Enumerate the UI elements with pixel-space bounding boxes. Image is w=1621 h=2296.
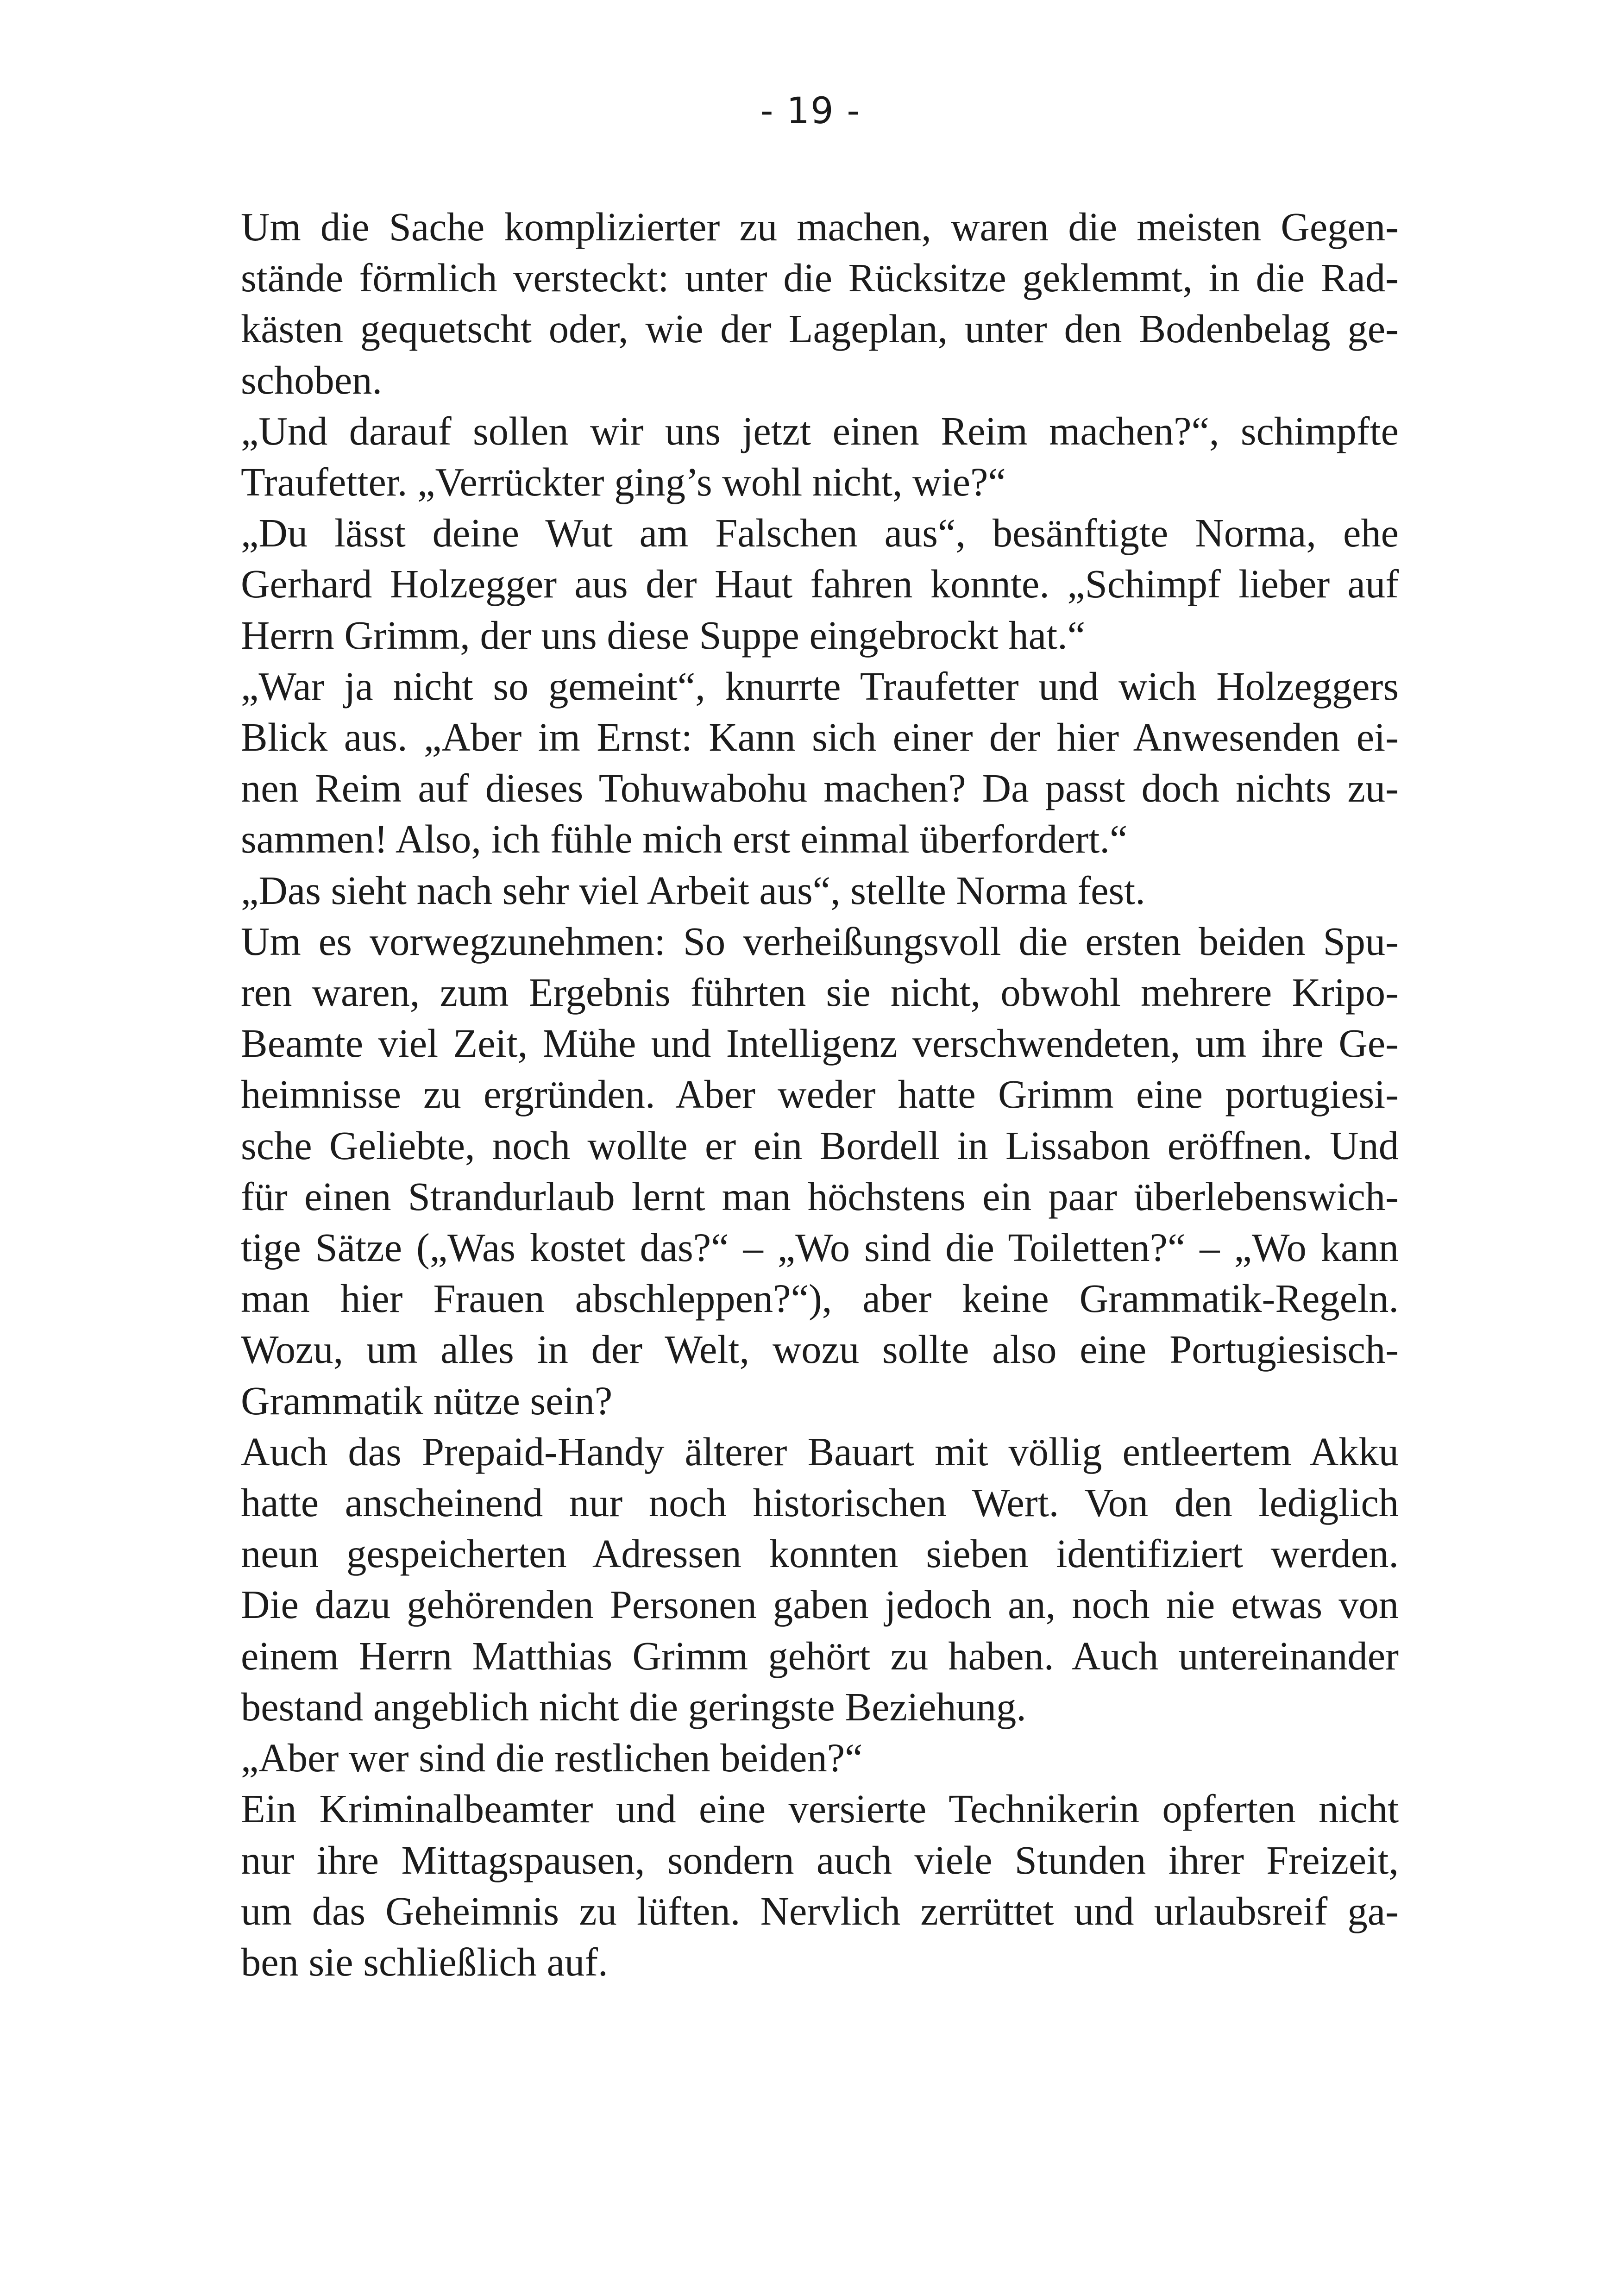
text-line: einem Herrn Matthias Grimm gehört zu haben. Auch untereinander: [241, 1633, 1399, 1678]
text-line: ben sie schließlich auf.: [241, 1939, 608, 1984]
text-line: Um die Sache komplizierter zu machen, waren die meisten Gegen-: [241, 205, 1399, 249]
text-line: Die dazu gehörenden Personen gaben jedoch an, noch nie etwas von: [241, 1582, 1399, 1627]
paragraph: [241, 865, 1399, 916]
text-line: heimnisse zu ergründen. Aber weder hatte Grimm eine portugiesi-: [241, 1072, 1399, 1117]
text-line: sammen! Also, ich fühle mich erst einmal überfordert.“: [241, 817, 1128, 862]
text-line: ren waren, zum Ergebnis führten sie nicht, obwohl mehrere Kripo-: [241, 970, 1399, 1015]
text-line: nen Reim auf dieses Tohuwabohu machen? Da passt doch nichts zu-: [241, 766, 1399, 811]
text-line: Wozu, um alles in der Welt, wozu sollte also eine Portugiesisch-: [241, 1327, 1399, 1372]
text-line: stände förmlich versteckt: unter die Rücksitze geklemmt, in die Rad-: [241, 256, 1399, 301]
text-line: tige Sätze („Was kostet das?“ – „Wo sind die Toiletten?“ – „Wo kann: [241, 1225, 1399, 1270]
text-line: sche Geliebte, noch wollte er ein Bordell in Lissabon eröffnen. Und: [241, 1123, 1399, 1168]
text-line: um das Geheimnis zu lüften. Nervlich zerrüttet und urlaubsreif ga-: [241, 1888, 1399, 1933]
text-line: Traufetter. „Verrückter ging’s wohl nicht, wie?“: [241, 460, 1006, 505]
text-line: Gerhard Holzegger aus der Haut fahren konnte. „Schimpf lieber auf: [241, 562, 1399, 607]
text-line: „Und darauf sollen wir uns jetzt einen Reim machen?“, schimpfte: [241, 408, 1399, 453]
text-line: man hier Frauen abschleppen?“), aber keine Grammatik-Regeln.: [241, 1276, 1399, 1321]
text-line: Ein Kriminalbeamter und eine versierte Technikerin opferten nicht: [241, 1787, 1399, 1832]
paragraph: [241, 1783, 1399, 1988]
text-line: Um es vorwegzunehmen: So verheißungsvoll die ersten beiden Spu-: [241, 919, 1399, 964]
paragraph: [241, 661, 1399, 865]
paragraph: [241, 406, 1399, 508]
text-line: „Das sieht nach sehr viel Arbeit aus“, stellte Norma fest.: [241, 868, 1145, 913]
paragraph: [241, 1426, 1399, 1732]
text-line: nur ihre Mittagspausen, sondern auch viele Stunden ihrer Freizeit,: [241, 1838, 1399, 1882]
paragraph: [241, 201, 1399, 406]
paragraph: [241, 916, 1399, 1426]
text-line: für einen Strandurlaub lernt man höchstens ein paar überlebenswich-: [241, 1174, 1399, 1219]
text-line: bestand angeblich nicht die geringste Beziehung.: [241, 1684, 1026, 1729]
text-line: Beamte viel Zeit, Mühe und Intelligenz verschwendeten, um ihre Ge-: [241, 1021, 1399, 1066]
text-line: Blick aus. „Aber im Ernst: Kann sich einer der hier Anwesenden ei-: [241, 715, 1399, 760]
text-line: „Du lässt deine Wut am Falschen aus“, besänftigte Norma, ehe: [241, 511, 1399, 556]
text-line: neun gespeicherten Adressen konnten sieben identifiziert werden.: [241, 1531, 1399, 1576]
body-text: [241, 201, 1399, 1988]
text-line: kästen gequetscht oder, wie der Lageplan, unter den Bodenbelag ge-: [241, 307, 1399, 351]
paragraph: [241, 508, 1399, 661]
page-number: - 19 -: [760, 90, 861, 132]
text-line: Grammatik nütze sein?: [241, 1378, 613, 1423]
text-line: „Aber wer sind die restlichen beiden?“: [241, 1736, 863, 1781]
paragraph: [241, 1732, 1399, 1783]
text-line: Herrn Grimm, der uns diese Suppe eingebrockt hat.“: [241, 613, 1086, 658]
text-line: schoben.: [241, 358, 383, 402]
text-line: Auch das Prepaid-Handy älterer Bauart mit völlig entleertem Akku: [241, 1429, 1399, 1474]
text-line: „War ja nicht so gemeint“, knurrte Traufetter und wich Holzeggers: [241, 664, 1399, 709]
text-line: hatte anscheinend nur noch historischen Wert. Von den lediglich: [241, 1480, 1399, 1525]
